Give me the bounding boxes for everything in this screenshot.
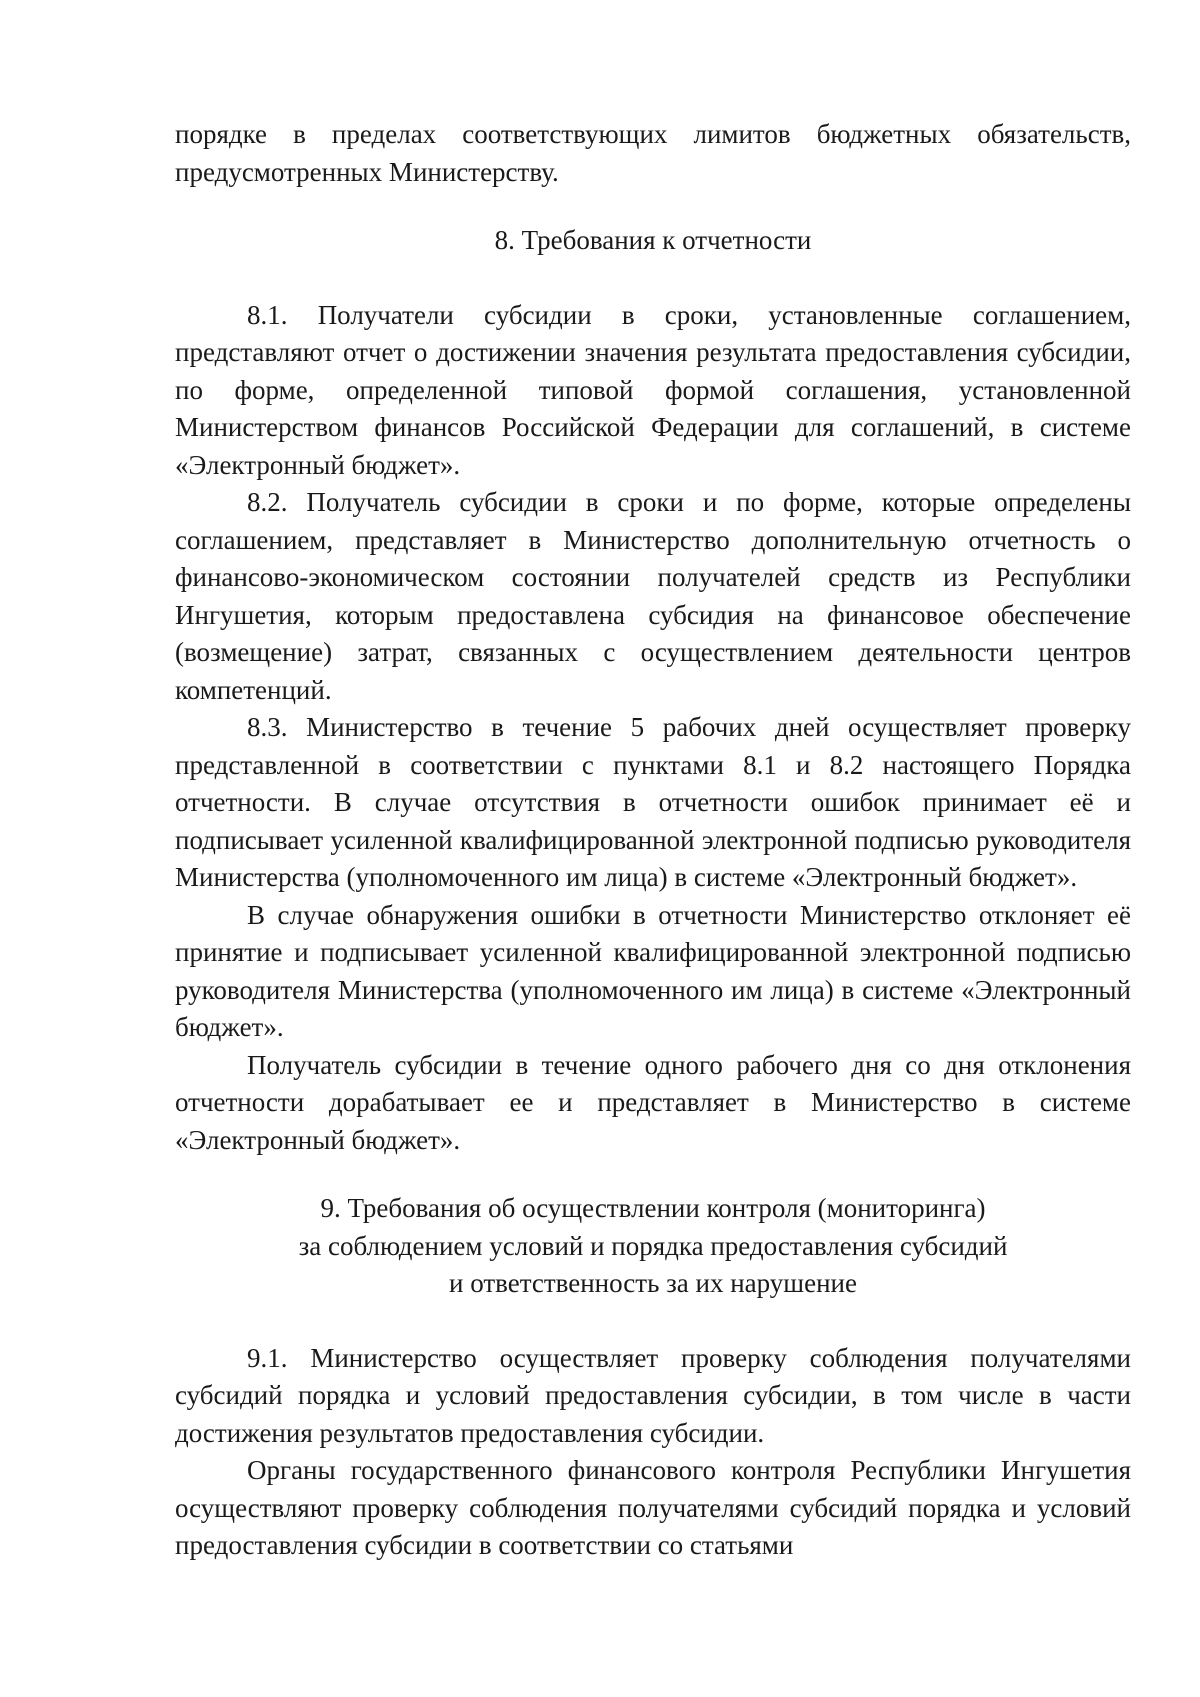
paragraph-8-3: 8.3. Министерство в течение 5 рабочих дней осуществляет проверку представленной в соответствии с пунктами 8.1 и 8.2 настоящего Порядка отчетности. В случае отсутствия в отчетности ошибок принимает её и подписывает усиленной квалифицированной электронной подписью руководителя Министерства (уполномоченного им лица) в системе «Электронный бюджет».: [175, 712, 1131, 892]
intro-paragraph: порядке в пределах соответствующих лимитов бюджетных обязательств, предусмотренных Министерству.: [175, 119, 1131, 187]
section-8-heading: 8. Требования к отчетности: [494, 225, 812, 255]
section-9-heading-line-1: 9. Требования об осуществлении контроля (мониторинга): [320, 1193, 986, 1223]
document-body: [175, 116, 1131, 1565]
paragraph-8-3-rework: Получатель субсидии в течение одного рабочего дня со дня отклонения отчетности дорабатывает ее и представляет в Министерство в системе «Электронный бюджет».: [175, 1049, 1131, 1155]
section-9-heading-line-2: за соблюдением условий и порядка предоставления субсидий: [298, 1230, 1008, 1261]
section-9-heading: [175, 1190, 1131, 1303]
paragraph-9-1-control-bodies: Органы государственного финансового контроля Республики Ингушетия осуществляют проверку соблюдения получателями субсидий порядка и условий предоставления субсидии в соответствии со статьями: [175, 1455, 1131, 1560]
paragraph-8-3-rejection: В случае обнаружения ошибки в отчетности Министерство отклоняет её принятие и подписывает усиленной квалифицированной электронной подписью руководителя Министерства (уполномоченного им лица) в системе «Электронный бюджет».: [175, 899, 1131, 1042]
paragraph-8-1: 8.1. Получатели субсидии в сроки, установленные соглашением, представляют отчет о достижении значения результата предоставления субсидии, по форме, определенной типовой формой соглашения, установленной Министерством финансов Российской Федерации для соглашений, в системе «Электронный бюджет».: [175, 299, 1131, 480]
section-9-heading-line-3: и ответственность за их нарушение: [449, 1268, 857, 1298]
paragraph-9-1: 9.1. Министерство осуществляет проверку соблюдения получателями субсидий порядка и условий предоставления субсидии, в том числе в части достижения результатов предоставления субсидии.: [175, 1342, 1131, 1448]
paragraph-8-2: 8.2. Получатель субсидии в сроки и по форме, которые определены соглашением, представляет в Министерство дополнительную отчетность о финансово-экономическом состоянии получателей средств из Республики Ингушетия, которым предоставлена субсидия на финансовое обеспечение (возмещение) затрат, связанных с осуществлением деятельности центров компетенций.: [175, 487, 1131, 705]
